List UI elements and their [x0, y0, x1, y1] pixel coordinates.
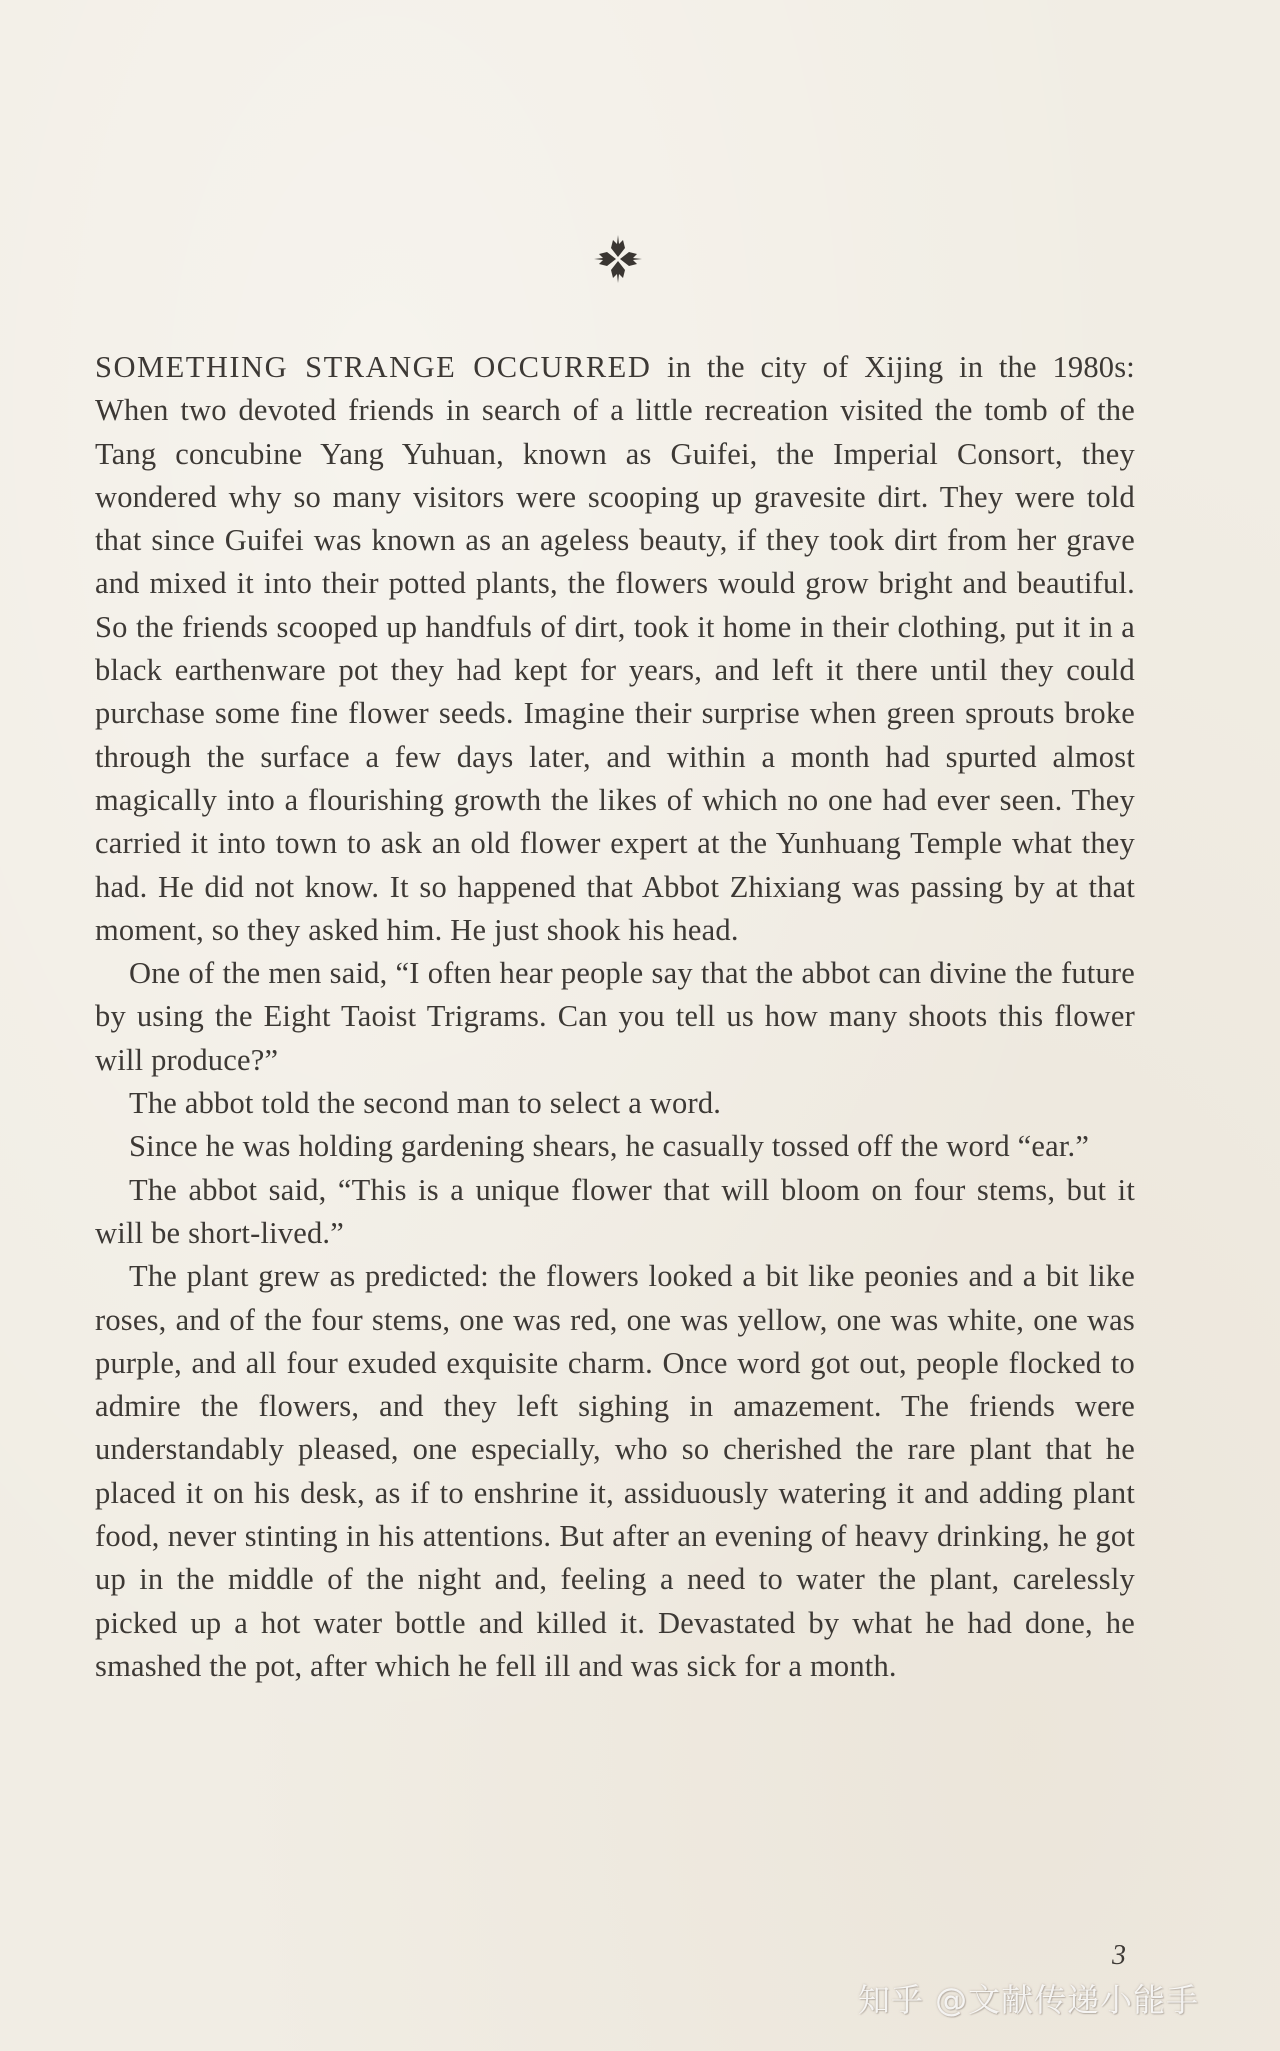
paragraph-5: The abbot said, “This is a unique flower that will bloom on four stems, but it will be short-lived.”	[95, 1172, 1135, 1250]
paragraph-4: Since he was holding gardening shears, he casually tossed off the word “ear.”	[129, 1129, 1090, 1164]
paragraph-2: One of the men said, “I often hear people say that the abbot can divine the future by using the Eight Taoist Trigrams. Can you tell us how many shoots this flower will produce?”	[95, 956, 1135, 1077]
paragraph-1-text: in the city of Xijing in the 1980s: When two devoted friends in search of a little recreation visited the tomb of the Tang concubine Yang Yuhuan, known as Guifei, the Imperial Consort, they wondered why so many visitors were scooping up gravesite dirt. They were told that since Guifei was known as an ageless beauty, if they took dirt from her grave and mixed it into their potted plants, the flowers would grow bright and beautiful. So the friends scooped up handfuls of dirt, took it home in their clothing, put it in a black earthenware pot they had kept for years, and left it there until they could purchase some fine flower seeds. Imagine their surprise when green sprouts broke through the surface a few days later, and within a month had spurted almost magically into a flourishing growth the likes of which no one had ever seen. They carried it into town to ask an old flower expert at the Yunhuang Temple what they had. He did not know. It so happened that Abbot Zhixiang was passing by at that moment, so they asked him. He just shook his head.	[95, 350, 1135, 947]
paragraph-1	[95, 346, 1135, 952]
paragraph-6: The plant grew as predicted: the flowers looked a bit like peonies and a bit like roses, and of the four stems, one was red, one was yellow, one was white, one was purple, and all four exuded exquisite charm. Once word got out, people flocked to admire the flowers, and they left sighing in amazement. The friends were understandably pleased, one especially, who so cherished the rare plant that he placed it on his desk, as if to enshrine it, assiduously watering it and adding plant food, never stinting in his attentions. But after an evening of heavy drinking, he got up in the middle of the night and, feeling a need to water the plant, carelessly picked up a hot water bottle and killed it. Devastated by what he had done, he smashed the pot, after which he fell ill and was sick for a month.	[95, 1259, 1135, 1683]
page-number: 3	[1112, 1940, 1126, 1971]
watermark: 知乎 @文献传递小能手	[858, 1981, 1200, 2019]
lead-in-small-caps: SOMETHING STRANGE OCCURRED	[95, 350, 652, 384]
paragraph-3: The abbot told the second man to select a word.	[129, 1086, 722, 1121]
story-text	[95, 346, 1135, 1688]
four-petal-flower-ornament-icon	[591, 232, 645, 286]
